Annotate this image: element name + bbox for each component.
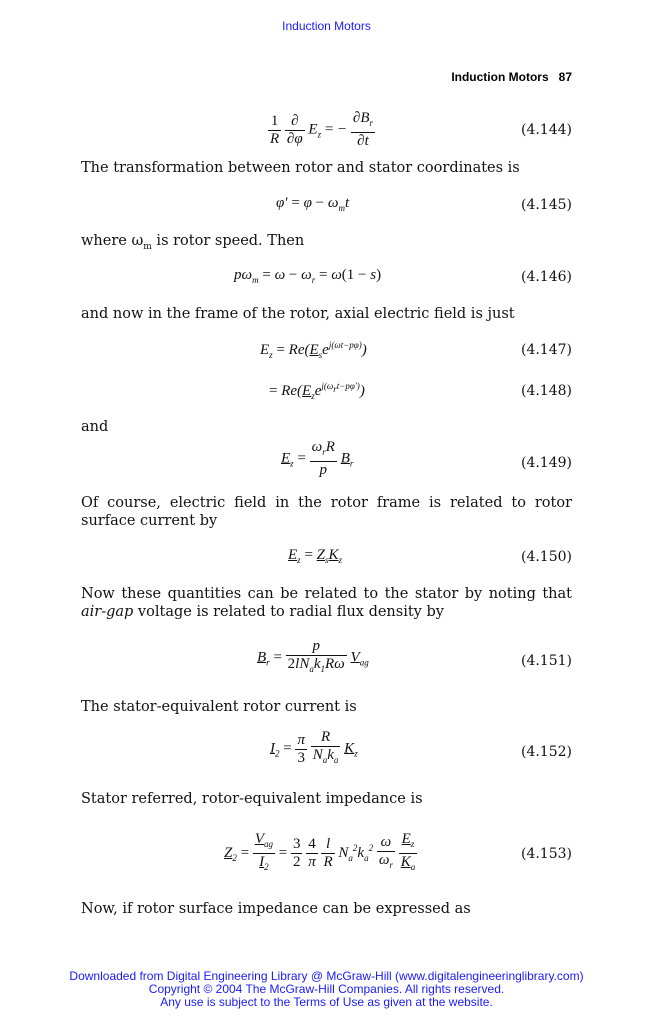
page-number: 87 [558, 70, 572, 84]
equation-4-146: $p\omega_m = \omega - \omega_r = \omega(1 - s)$ [234, 267, 382, 285]
paragraph-air-gap [81, 585, 572, 621]
paragraph-surface-impedance: Now, if rotor surface impedance can be expressed as [81, 901, 471, 917]
eq-number-4-144: (4.144) [520, 122, 572, 138]
running-head [451, 70, 572, 84]
equation-4-145: $\varphi' = \varphi - \omega_mt$ [276, 195, 350, 213]
footer [0, 970, 653, 1009]
eq-number-4-151: (4.151) [520, 653, 572, 669]
footer-terms-link[interactable]: Any use is subject to the Terms of Use as given at the website. [160, 995, 493, 1009]
equation-4-147: $E_z = Re(E_se^{j(\omega t-p\varphi)})$ [260, 340, 367, 360]
eq-number-4-153: (4.153) [520, 846, 572, 862]
para-subscript: m [143, 241, 152, 252]
eq-number-4-149: (4.149) [520, 455, 572, 471]
running-head-title: Induction Motors [451, 70, 549, 84]
paragraph-rotor-frame: and now in the frame of the rotor, axial electric field is just [81, 306, 515, 322]
equation-4-153: $Z_2$ = $\frac{V_{ag}}{I_2}$ = $\frac{3}{2}$ $\frac{4}{\pi}$ $\frac{l}{R}$ $N_a^2k_a^2$ $\frac{\omega}{\omega_r}$ $\frac{E_z}{K_a}$ [224, 831, 416, 872]
eq-number-4-152: (4.152) [520, 744, 572, 760]
para-air-gap-text-2: voltage is related to radial flux density by [133, 604, 444, 620]
equation-4-148: = $Re(E_ze^{j(\omega_rt-p\varphi')})$ [269, 381, 365, 401]
para-text-2: is rotor speed. Then [151, 233, 305, 249]
paragraph-surface-current: Of course, electric field in the rotor frame is related to rotor surface current by [81, 495, 572, 529]
paragraph-impedance: Stator referred, rotor-equivalent impedance is [81, 791, 423, 807]
paragraph-transformation: The transformation between rotor and stator coordinates is [81, 160, 520, 176]
footer-copyright: Copyright © 2004 The McGraw-Hill Companies. All rights reserved. [148, 982, 505, 996]
eq-number-4-146: (4.146) [520, 269, 572, 285]
para-air-gap-em: air-gap [81, 604, 134, 620]
eq-number-4-145: (4.145) [520, 197, 572, 213]
equation-4-152: $I_2$ = $\frac{\pi}{3}$ $\frac{R}{N_ak_a}$ $K_z$ [270, 729, 358, 766]
equation-4-144: $\frac{1}{R}$ $\frac{\partial}{\partial\varphi}$ $E_z$ = − $\frac{\partial B_r}{\partial t}$ [270, 110, 374, 149]
top-link[interactable]: Induction Motors [282, 19, 371, 33]
footer-download-link[interactable]: Downloaded from Digital Engineering Library @ McGraw-Hill (www.digitalengineeringlibrary.com) [69, 969, 584, 983]
eq-number-4-148: (4.148) [520, 383, 572, 399]
paragraph-and: and [81, 419, 109, 435]
eq-number-4-150: (4.150) [520, 549, 572, 565]
equation-4-150: $E_z = Z_sK_z$ [288, 547, 343, 565]
eq-number-4-147: (4.147) [520, 342, 572, 358]
paragraph-rotor-current: The stator-equivalent rotor current is [81, 699, 357, 715]
para-air-gap-text-1: Now these quantities can be related to the stator by noting that [81, 586, 572, 602]
paragraph-rotor-speed [81, 232, 572, 256]
para-text-1: where ω [81, 233, 144, 249]
equation-4-149: $E_z$ = $\frac{\omega_rR}{p}$ $B_r$ [281, 439, 354, 478]
equation-4-151: $B_r$ = $\frac{p}{2lN_ak_1R\omega}$ $V_{ag}$ [257, 638, 369, 674]
